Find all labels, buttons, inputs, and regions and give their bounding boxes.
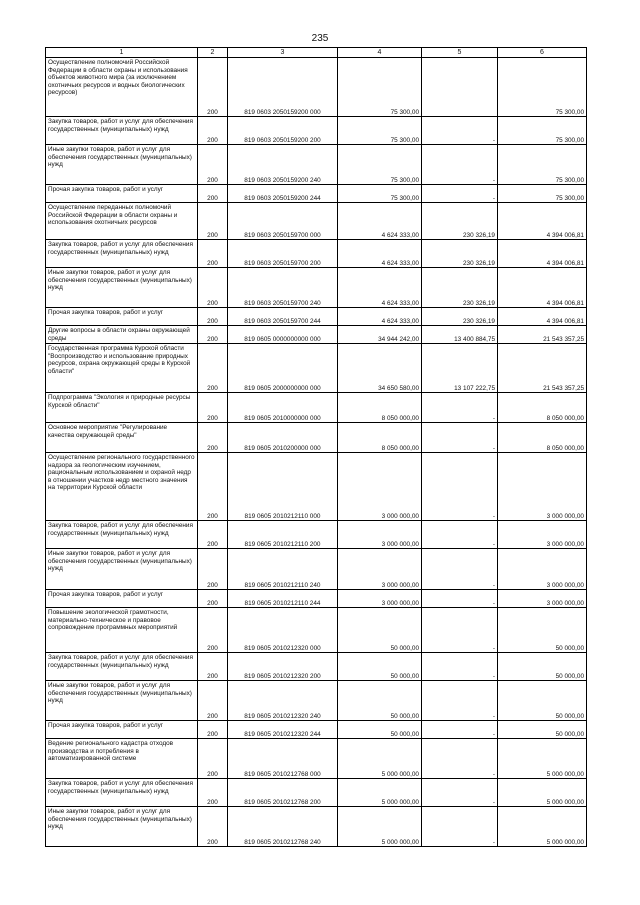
row-name-cell: Иные закупки товаров, работ и услуг для обеспечения государственных (муниципальных) нужд xyxy=(46,268,198,308)
table-row xyxy=(46,185,587,203)
row-total-cell: 5 000 000,00 xyxy=(498,807,587,847)
row-change-cell: 13 400 884,75 xyxy=(422,326,498,344)
row-change-cell: 230 326,19 xyxy=(422,308,498,326)
row-code-cell: 200 xyxy=(198,608,228,653)
row-code-cell: 200 xyxy=(198,344,228,393)
row-change-cell: 230 326,19 xyxy=(422,268,498,308)
row-code-cell: 200 xyxy=(198,185,228,203)
table-row xyxy=(46,393,587,423)
row-code-cell: 200 xyxy=(198,779,228,807)
row-plan-cell: 3 000 000,00 xyxy=(338,453,422,521)
row-change-cell: - xyxy=(422,521,498,549)
row-name-cell: Подпрограмма "Экология и природные ресурсы Курской области" xyxy=(46,393,198,423)
row-change-cell: - xyxy=(422,453,498,521)
row-name-cell: Осуществление полномочий Российской Федерации в области охраны и использования объектов животного мира (за исключением охотничьих ресурсов и водных биологических ресурсов) xyxy=(46,58,198,117)
row-kbk-cell: 819 0605 2010212110 000 xyxy=(228,453,338,521)
row-code-cell: 200 xyxy=(198,453,228,521)
row-total-cell: 21 543 357,25 xyxy=(498,326,587,344)
row-change-cell: - xyxy=(422,145,498,185)
row-plan-cell: 4 624 333,00 xyxy=(338,240,422,268)
row-kbk-cell: 819 0603 2050159700 200 xyxy=(228,240,338,268)
row-name-cell: Закупка товаров, работ и услуг для обеспечения государственных (муниципальных) нужд xyxy=(46,240,198,268)
row-change-cell: - xyxy=(422,653,498,681)
row-code-cell: 200 xyxy=(198,681,228,721)
row-code-cell: 200 xyxy=(198,807,228,847)
row-code-cell: 200 xyxy=(198,117,228,145)
row-code-cell: 200 xyxy=(198,393,228,423)
table-row xyxy=(46,739,587,779)
row-total-cell: 5 000 000,00 xyxy=(498,739,587,779)
row-change-cell: - xyxy=(422,721,498,739)
row-kbk-cell: 819 0605 2010212768 200 xyxy=(228,779,338,807)
row-kbk-cell: 819 0603 2050159200 244 xyxy=(228,185,338,203)
row-plan-cell: 34 650 580,00 xyxy=(338,344,422,393)
row-code-cell: 200 xyxy=(198,423,228,453)
table-row xyxy=(46,240,587,268)
table-row xyxy=(46,344,587,393)
row-change-cell: - xyxy=(422,423,498,453)
row-name-cell: Прочая закупка товаров, работ и услуг xyxy=(46,185,198,203)
row-name-cell: Иные закупки товаров, работ и услуг для обеспечения государственных (муниципальных) нужд xyxy=(46,145,198,185)
row-kbk-cell: 819 0605 2010212320 240 xyxy=(228,681,338,721)
row-plan-cell: 75 300,00 xyxy=(338,145,422,185)
table-row xyxy=(46,326,587,344)
row-total-cell: 75 300,00 xyxy=(498,117,587,145)
column-header: 2 xyxy=(198,48,228,58)
row-name-cell: Закупка товаров, работ и услуг для обеспечения государственных (муниципальных) нужд xyxy=(46,117,198,145)
row-code-cell: 200 xyxy=(198,308,228,326)
row-change-cell: - xyxy=(422,185,498,203)
row-kbk-cell: 819 0605 2010212110 200 xyxy=(228,521,338,549)
row-plan-cell: 8 050 000,00 xyxy=(338,393,422,423)
row-change-cell xyxy=(422,58,498,117)
row-total-cell: 50 000,00 xyxy=(498,653,587,681)
row-kbk-cell: 819 0605 2010212320 244 xyxy=(228,721,338,739)
row-plan-cell: 8 050 000,00 xyxy=(338,423,422,453)
column-header: 1 xyxy=(46,48,198,58)
row-kbk-cell: 819 0605 2010212768 240 xyxy=(228,807,338,847)
column-header: 4 xyxy=(338,48,422,58)
row-total-cell: 21 543 357,25 xyxy=(498,344,587,393)
row-name-cell: Основное мероприятие "Регулирование качества окружающей среды" xyxy=(46,423,198,453)
row-plan-cell: 50 000,00 xyxy=(338,608,422,653)
row-name-cell: Государственная программа Курской области "Воспроизводство и использование природных ресурсов, охрана окружающей среды в Курской области" xyxy=(46,344,198,393)
row-name-cell: Иные закупки товаров, работ и услуг для обеспечения государственных (муниципальных) нужд xyxy=(46,549,198,590)
table-row xyxy=(46,521,587,549)
row-code-cell: 200 xyxy=(198,653,228,681)
row-name-cell: Иные закупки товаров, работ и услуг для обеспечения государственных (муниципальных) нужд xyxy=(46,681,198,721)
row-plan-cell: 34 944 242,00 xyxy=(338,326,422,344)
row-kbk-cell: 819 0605 2010000000 000 xyxy=(228,393,338,423)
page-number: 235 xyxy=(311,33,329,44)
table-row xyxy=(46,807,587,847)
table-row xyxy=(46,268,587,308)
row-change-cell: - xyxy=(422,608,498,653)
row-code-cell: 200 xyxy=(198,58,228,117)
row-plan-cell: 4 624 333,00 xyxy=(338,203,422,240)
row-plan-cell: 50 000,00 xyxy=(338,681,422,721)
row-kbk-cell: 819 0605 2010212110 240 xyxy=(228,549,338,590)
row-name-cell: Прочая закупка товаров, работ и услуг xyxy=(46,308,198,326)
table-row xyxy=(46,145,587,185)
row-name-cell: Другие вопросы в области охраны окружающей среды xyxy=(46,326,198,344)
row-total-cell: 3 000 000,00 xyxy=(498,590,587,608)
row-code-cell: 200 xyxy=(198,326,228,344)
column-header: 6 xyxy=(498,48,587,58)
row-plan-cell: 50 000,00 xyxy=(338,721,422,739)
row-total-cell: 3 000 000,00 xyxy=(498,549,587,590)
table-row xyxy=(46,308,587,326)
row-kbk-cell: 819 0605 2010200000 000 xyxy=(228,423,338,453)
row-plan-cell: 75 300,00 xyxy=(338,58,422,117)
table-header-row xyxy=(46,48,587,58)
row-kbk-cell: 819 0605 2010212110 244 xyxy=(228,590,338,608)
table-row xyxy=(46,203,587,240)
row-change-cell: - xyxy=(422,549,498,590)
row-total-cell: 4 394 006,81 xyxy=(498,308,587,326)
row-kbk-cell: 819 0605 2010212320 200 xyxy=(228,653,338,681)
row-change-cell: - xyxy=(422,681,498,721)
row-plan-cell: 50 000,00 xyxy=(338,653,422,681)
table-row xyxy=(46,58,587,117)
row-plan-cell: 3 000 000,00 xyxy=(338,549,422,590)
table-row xyxy=(46,681,587,721)
row-kbk-cell: 819 0603 2050159700 240 xyxy=(228,268,338,308)
row-change-cell: - xyxy=(422,779,498,807)
table-row xyxy=(46,779,587,807)
row-total-cell: 8 050 000,00 xyxy=(498,393,587,423)
row-plan-cell: 3 000 000,00 xyxy=(338,521,422,549)
row-total-cell: 4 394 006,81 xyxy=(498,240,587,268)
row-total-cell: 4 394 006,81 xyxy=(498,268,587,308)
row-plan-cell: 5 000 000,00 xyxy=(338,739,422,779)
row-total-cell: 50 000,00 xyxy=(498,608,587,653)
table-row xyxy=(46,423,587,453)
row-kbk-cell: 819 0605 0000000000 000 xyxy=(228,326,338,344)
row-name-cell: Ведение регионального кадастра отходов производства и потребления в автоматизированной системе xyxy=(46,739,198,779)
table-row xyxy=(46,117,587,145)
row-name-cell: Закупка товаров, работ и услуг для обеспечения государственных (муниципальных) нужд xyxy=(46,653,198,681)
row-name-cell: Закупка товаров, работ и услуг для обеспечения государственных (муниципальных) нужд xyxy=(46,521,198,549)
row-plan-cell: 4 624 333,00 xyxy=(338,268,422,308)
row-plan-cell: 3 000 000,00 xyxy=(338,590,422,608)
row-change-cell: - xyxy=(422,739,498,779)
row-kbk-cell: 819 0603 2050159700 000 xyxy=(228,203,338,240)
row-code-cell: 200 xyxy=(198,240,228,268)
row-total-cell: 75 300,00 xyxy=(498,145,587,185)
row-plan-cell: 75 300,00 xyxy=(338,117,422,145)
row-kbk-cell: 819 0605 2000000000 000 xyxy=(228,344,338,393)
table-row xyxy=(46,453,587,521)
row-name-cell: Прочая закупка товаров, работ и услуг xyxy=(46,721,198,739)
table-row xyxy=(46,549,587,590)
budget-table xyxy=(45,47,587,847)
row-name-cell: Иные закупки товаров, работ и услуг для обеспечения государственных (муниципальных) нужд xyxy=(46,807,198,847)
row-kbk-cell: 819 0603 2050159200 200 xyxy=(228,117,338,145)
row-total-cell: 5 000 000,00 xyxy=(498,779,587,807)
row-change-cell: - xyxy=(422,590,498,608)
table-row xyxy=(46,608,587,653)
row-plan-cell: 5 000 000,00 xyxy=(338,807,422,847)
row-kbk-cell: 819 0603 2050159700 244 xyxy=(228,308,338,326)
row-name-cell: Прочая закупка товаров, работ и услуг xyxy=(46,590,198,608)
row-total-cell: 3 000 000,00 xyxy=(498,521,587,549)
column-header: 3 xyxy=(228,48,338,58)
row-kbk-cell: 819 0603 2050159200 000 xyxy=(228,58,338,117)
row-total-cell: 3 000 000,00 xyxy=(498,453,587,521)
row-name-cell: Повышение экологической грамотности, материально-техническое и правовое сопровождение программных мероприятий xyxy=(46,608,198,653)
table-row xyxy=(46,721,587,739)
row-name-cell: Осуществление регионального государственного надзора за геологическим изучением, рациональным использованием и охраной недр в отношении участков недр местного значения на территории Курской области xyxy=(46,453,198,521)
row-change-cell: 13 107 222,75 xyxy=(422,344,498,393)
table-row xyxy=(46,653,587,681)
row-name-cell: Осуществление переданных полномочий Российской Федерации в области охраны и использования охотничьих ресурсов xyxy=(46,203,198,240)
row-change-cell: - xyxy=(422,117,498,145)
row-code-cell: 200 xyxy=(198,521,228,549)
row-plan-cell: 75 300,00 xyxy=(338,185,422,203)
row-change-cell: - xyxy=(422,807,498,847)
row-total-cell: 75 300,00 xyxy=(498,58,587,117)
row-code-cell: 200 xyxy=(198,203,228,240)
row-code-cell: 200 xyxy=(198,549,228,590)
table-row xyxy=(46,590,587,608)
row-kbk-cell: 819 0605 2010212768 000 xyxy=(228,739,338,779)
row-change-cell: - xyxy=(422,393,498,423)
row-total-cell: 75 300,00 xyxy=(498,185,587,203)
row-plan-cell: 5 000 000,00 xyxy=(338,779,422,807)
row-plan-cell: 4 624 333,00 xyxy=(338,308,422,326)
row-total-cell: 50 000,00 xyxy=(498,721,587,739)
row-total-cell: 8 050 000,00 xyxy=(498,423,587,453)
row-code-cell: 200 xyxy=(198,145,228,185)
row-code-cell: 200 xyxy=(198,268,228,308)
row-kbk-cell: 819 0605 2010212320 000 xyxy=(228,608,338,653)
row-code-cell: 200 xyxy=(198,721,228,739)
row-code-cell: 200 xyxy=(198,590,228,608)
row-code-cell: 200 xyxy=(198,739,228,779)
row-kbk-cell: 819 0603 2050159200 240 xyxy=(228,145,338,185)
column-header: 5 xyxy=(422,48,498,58)
row-total-cell: 4 394 006,81 xyxy=(498,203,587,240)
row-name-cell: Закупка товаров, работ и услуг для обеспечения государственных (муниципальных) нужд xyxy=(46,779,198,807)
row-change-cell: 230 326,19 xyxy=(422,240,498,268)
row-change-cell: 230 326,19 xyxy=(422,203,498,240)
row-total-cell: 50 000,00 xyxy=(498,681,587,721)
